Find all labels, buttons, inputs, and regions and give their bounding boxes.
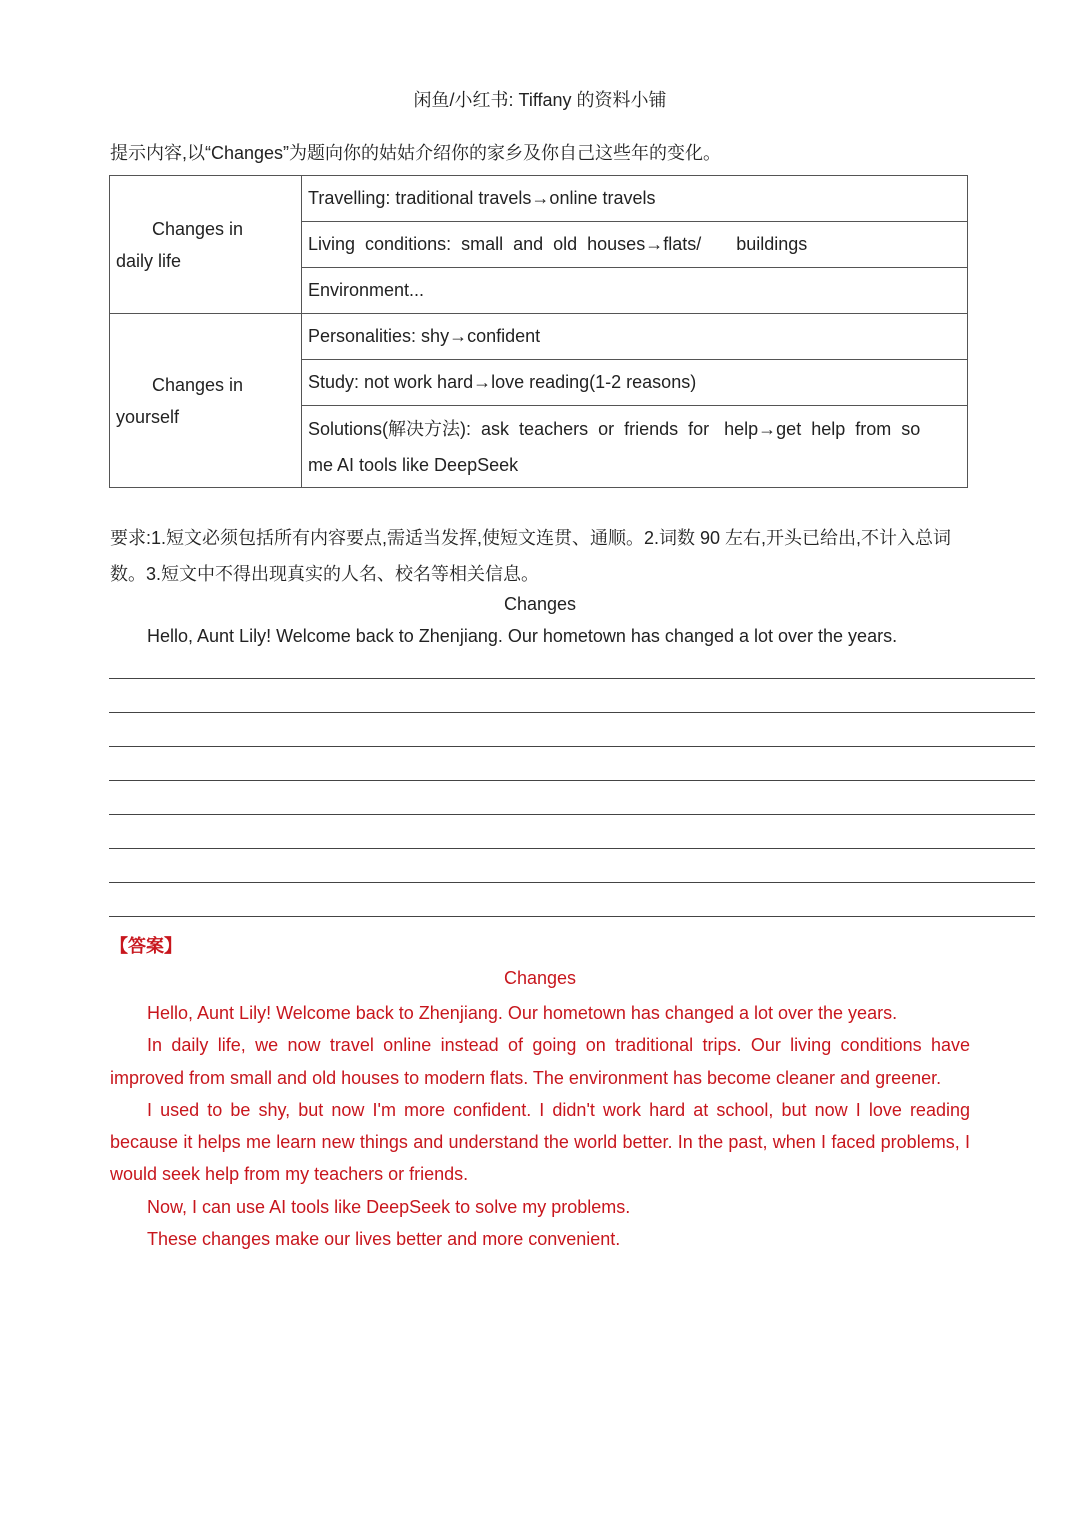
category-label: Changes in <box>152 374 244 395</box>
outline-item-environment: Environment... <box>302 268 968 314</box>
answer-paragraph: These changes make our lives better and more convenient. <box>147 1229 621 1250</box>
solutions-line1: Solutions(解决方法): ask teachers or friends for help→get help from so <box>308 418 921 439</box>
category-label: yourself <box>116 406 180 427</box>
requirements-line: 要求:1.短文必须包括所有内容要点,需适当发挥,使短文连贯、通顺。2.词数 90 左右,开头已给出,不计入总词 <box>110 528 952 548</box>
requirements <box>110 520 972 592</box>
writing-line <box>109 916 1035 950</box>
requirements-line: 数。3.短文中不得出现真实的人名、校名等相关信息。 <box>110 564 540 584</box>
outline-item-living-conditions: Living conditions: small and old houses→flats/ buildings <box>302 222 968 268</box>
outline-item-travelling: Travelling: traditional travels→online travels <box>302 176 968 222</box>
page-header: 闲鱼/小红书: Tiffany 的资料小铺 <box>413 90 667 110</box>
answer-paragraph: I used to be shy, but now I'm more confident. I didn't work hard at school, but now I love reading because it helps me learn new things and understand the world better. In the past, when I faced problems, I would seek help from my teachers or friends. <box>110 1099 970 1185</box>
writing-line <box>109 746 1035 780</box>
writing-line <box>109 882 1035 916</box>
writing-line <box>109 848 1035 882</box>
writing-line <box>109 814 1035 848</box>
answer-tag: 【答案】 <box>110 936 182 956</box>
category-label: daily life <box>116 250 182 271</box>
answer-title: Changes <box>503 968 577 988</box>
answer-paragraph: In daily life, we now travel online instead of going on traditional trips. Our living conditions have improved from small and old houses to modern flats. The environment has become cleaner and greener. <box>110 1035 970 1088</box>
essay-opening: Hello, Aunt Lily! Welcome back to Zhenjiang. Our hometown has changed a lot over the years. <box>147 626 898 646</box>
category-yourself <box>110 314 302 488</box>
task-prompt: 提示内容,以“Changes”为题向你的姑姑介绍你的家乡及你自己这些年的变化。 <box>110 143 722 163</box>
writing-lines <box>109 678 1035 950</box>
writing-line <box>109 678 1035 712</box>
category-daily-life <box>110 176 302 314</box>
category-label: Changes in <box>152 218 244 239</box>
answer-paragraph: Hello, Aunt Lily! Welcome back to Zhenjiang. Our hometown has changed a lot over the years. <box>147 1003 898 1023</box>
solutions-line2: me AI tools like DeepSeek <box>308 454 519 475</box>
answer-paragraph: Now, I can use AI tools like DeepSeek to solve my problems. <box>147 1196 631 1217</box>
writing-line <box>109 712 1035 746</box>
outline-item-study: Study: not work hard→love reading(1-2 reasons) <box>302 360 968 406</box>
writing-line <box>109 780 1035 814</box>
outline-item-personalities: Personalities: shy→confident <box>302 314 968 360</box>
answer-essay <box>110 997 970 1255</box>
essay-title: Changes <box>503 594 577 614</box>
outline-item-solutions <box>302 406 968 488</box>
content-outline-table <box>109 175 968 488</box>
